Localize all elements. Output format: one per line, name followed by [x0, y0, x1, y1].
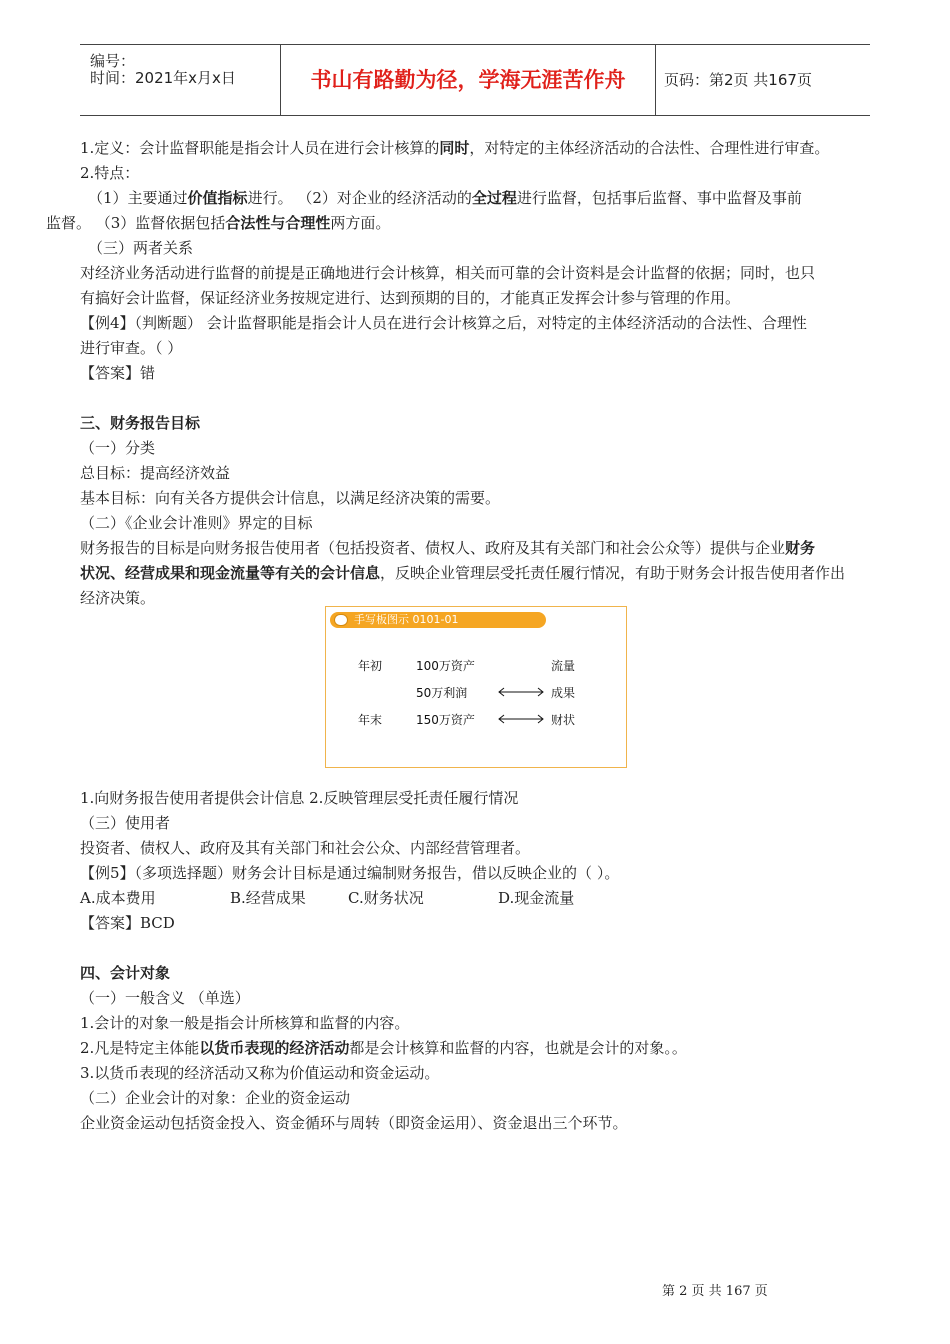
paragraph: 经济决策。 [80, 589, 156, 607]
text: ，反映企业管理层受托责任履行情况，有助于财务会计报告使用者作出 [380, 564, 846, 582]
paragraph [46, 211, 910, 236]
handwriting-figure [325, 606, 627, 768]
text: 1.定义：会计监督职能是指会计人员在进行会计核算的 [80, 139, 440, 157]
figure-tag-label: 手写板图示 0101-01 [354, 613, 459, 626]
paragraph [80, 561, 910, 586]
example-question: 【例4】（判断题） 会计监督职能是指会计人员在进行会计核算之后，对特定的主体经济活动的合法性、合理性 [80, 314, 807, 332]
subheading: （一）分类 [80, 439, 156, 457]
emphasis: 同时 [439, 139, 470, 157]
figure-tag [330, 612, 546, 628]
text: 都是会计核算和监督的内容，也就是会计的对象。。 [349, 1039, 687, 1057]
paragraph: 进行审查。（ ） [80, 339, 183, 357]
figure-assets-start: 100万资产 [416, 659, 475, 673]
option-d: D.现金流量 [498, 889, 575, 907]
paragraph: 3.以货币表现的经济活动又称为价值运动和资金运动。 [80, 1064, 440, 1082]
emphasis: 全过程 [471, 189, 517, 207]
answer: 【答案】错 [80, 364, 156, 382]
options-row [80, 886, 910, 911]
header-motto: 书山有路勤为径，学海无涯苦作舟 [281, 45, 656, 115]
section-title: 三、财务报告目标 [80, 414, 201, 432]
header-meta [80, 45, 281, 115]
paragraph: 1.向财务报告使用者提供会计信息 2.反映管理层受托责任履行情况 [80, 789, 519, 807]
emphasis: 财务 [785, 539, 816, 557]
paragraph: 总目标：提高经济效益 [80, 464, 231, 482]
page-header [80, 44, 870, 116]
figure-result-label: 成果 [551, 686, 576, 700]
option-b: B.经营成果 [230, 889, 306, 907]
option-c: C.财务状况 [348, 889, 424, 907]
text: 财务报告的目标是向财务报告使用者（包括投资者、债权人、政府及其有关部门和社会公众等）提供与企业 [80, 539, 786, 557]
subheading: （三）使用者 [80, 814, 171, 832]
figure-status-label: 财状 [551, 713, 576, 727]
text: 2.凡是特定主体能 [80, 1039, 200, 1057]
text: 监督。 （3）监督依据包括 [46, 214, 226, 232]
answer: 【答案】BCD [80, 914, 175, 932]
subheading: （三）两者关系 [88, 239, 194, 257]
emphasis: 价值指标 [187, 189, 248, 207]
figure-flow-label: 流量 [551, 659, 576, 673]
emphasis: 合法性与合理性 [225, 214, 331, 232]
paragraph: 2.特点： [80, 164, 140, 182]
section-title: 四、会计对象 [80, 964, 171, 982]
text: ，对特定的主体经济活动的合法性、合理性进行审查。 [469, 139, 830, 157]
text: 进行。 （2）对企业的经济活动的 [247, 189, 472, 207]
paragraph: 1.会计的对象一般是指会计所核算和监督的内容。 [80, 1014, 410, 1032]
figure-assets-end: 150万资产 [416, 713, 475, 727]
subheading: （二）《企业会计准则》界定的目标 [80, 514, 313, 532]
page-footer: 第 2 页 共 167 页 [662, 1284, 768, 1299]
subheading: （二）企业会计的对象：企业的资金运动 [80, 1089, 351, 1107]
header-page-label: 页码：第2页 共167页 [664, 71, 812, 89]
text: （1）主要通过 [88, 189, 188, 207]
paragraph: 有搞好会计监督，保证经济业务按规定进行、达到预期的目的，才能真正发挥会计参与管理的作用。 [80, 289, 741, 307]
figure-label-start: 年初 [358, 659, 383, 673]
paragraph [80, 136, 910, 161]
double-arrow-icon [496, 687, 546, 697]
paragraph: 投资者、债权人、政府及其有关部门和社会公众、内部经营管理者。 [80, 839, 531, 857]
paragraph: 基本目标：向有关各方提供会计信息，以满足经济决策的需要。 [80, 489, 501, 507]
number-label: 编号： [90, 52, 136, 70]
paragraph: 对经济业务活动进行监督的前提是正确地进行会计核算，相关而可靠的会计资料是会计监督的依据；同时，也只 [80, 264, 816, 282]
emphasis: 状况、经营成果和现金流量等有关的会计信息 [80, 564, 381, 582]
figure-profit: 50万利润 [416, 686, 468, 700]
emphasis: 以货币表现的经济活动 [199, 1039, 350, 1057]
figure-label-end: 年末 [358, 713, 383, 727]
text: 两方面。 [330, 214, 391, 232]
time-label: 时间：2021年x月x日 [90, 69, 236, 87]
paragraph [80, 186, 910, 211]
paragraph [80, 1036, 910, 1061]
option-a: A.成本费用 [80, 889, 156, 907]
paragraph [80, 536, 910, 561]
example-question: 【例5】（多项选择题）财务会计目标是通过编制财务报告，借以反映企业的（ ）。 [80, 864, 620, 882]
paragraph: 企业资金运动包括资金投入、资金循环与周转（即资金运用）、资金退出三个环节。 [80, 1114, 628, 1132]
text: 进行监督，包括事后监督、事中监督及事前 [516, 189, 802, 207]
double-arrow-icon [496, 714, 546, 724]
pen-icon [334, 614, 348, 626]
subheading: （一）一般含义 （单选） [80, 989, 250, 1007]
